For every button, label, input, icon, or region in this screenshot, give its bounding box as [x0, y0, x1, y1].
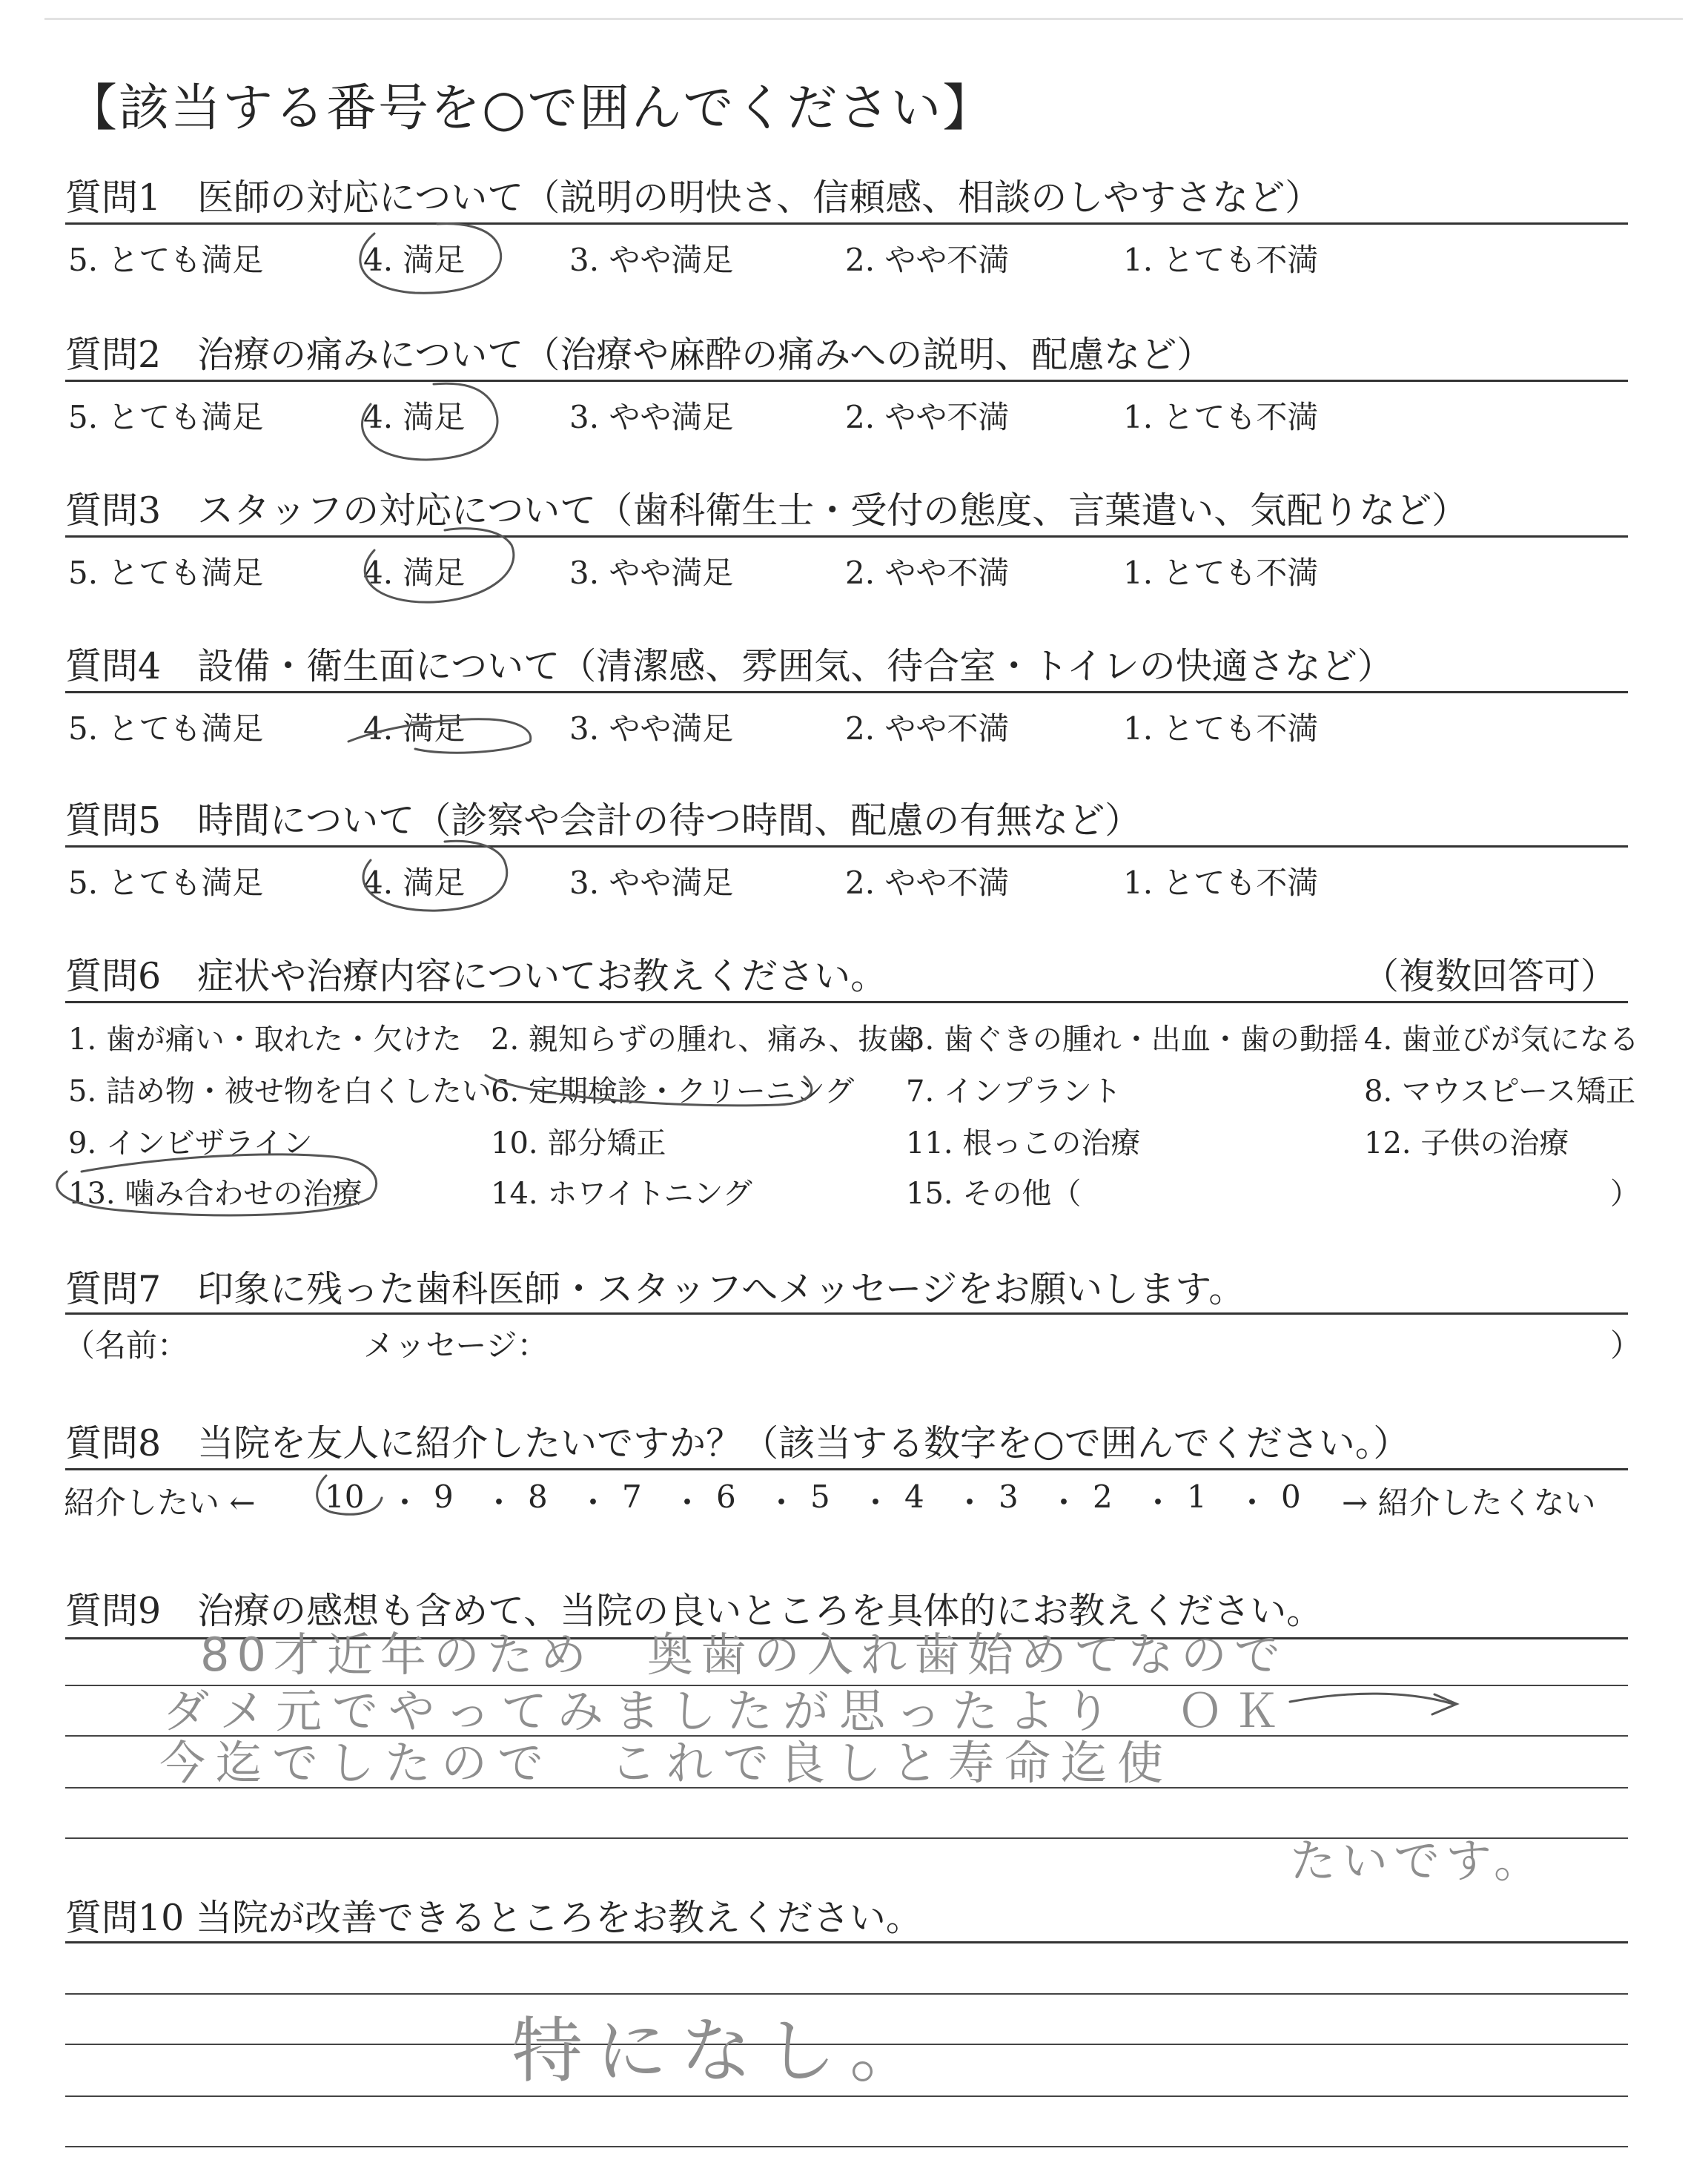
q1-selection-circle [360, 224, 501, 294]
q2-option-2[interactable]: 2. やや不満 [845, 399, 1010, 435]
q3-option-1[interactable]: 1. とても不満 [1123, 555, 1319, 591]
q8-separator: ・ [483, 1484, 515, 1521]
q8-score-5[interactable]: 5 [810, 1479, 830, 1515]
q8-separator: ・ [766, 1484, 798, 1521]
q6-item-5[interactable]: 5. 詰め物・被せ物を白くしたい [68, 1074, 491, 1109]
question-5-title: 質問5 時間について（診察や会計の待つ時間、配慮の有無など） [65, 799, 1142, 842]
q8-separator: ・ [1142, 1484, 1174, 1521]
q6-item-10[interactable]: 10. 部分矯正 [491, 1126, 666, 1160]
q8-separator: ・ [577, 1484, 609, 1521]
q5-option-1[interactable]: 1. とても不満 [1123, 865, 1319, 901]
q2-option-5[interactable]: 5. とても満足 [68, 399, 264, 435]
question-10-title: 質問10 当院が改善できるところをお教えください。 [65, 1897, 922, 1939]
q5-option-4[interactable]: 4. 満足 [363, 865, 466, 901]
question-2-title: 質問2 治療の痛みについて（治療や麻酔の痛みへの説明、配慮など） [65, 334, 1214, 376]
q8-separator: ・ [860, 1484, 892, 1521]
q9-handwritten-line-2: ダメ元でやってみましたが思ったより ＯＫ [163, 1684, 1291, 1738]
q8-score-8[interactable]: 8 [528, 1479, 548, 1515]
q6-other-close: ） [1610, 1177, 1640, 1211]
q7-close: ） [1610, 1327, 1642, 1364]
q6-item-6[interactable]: 6. 定期検診・クリーニング [491, 1074, 855, 1109]
question-7-title: 質問7 印象に残った歯科医師・スタッフへメッセージをお願いします。 [65, 1268, 1245, 1310]
q9-arrow [1290, 1694, 1457, 1714]
q6-item-15[interactable]: 15. その他（ [906, 1177, 1082, 1211]
q6-item-13-selection-circle [57, 1155, 377, 1215]
q6-item-7[interactable]: 7. インプラント [906, 1074, 1122, 1109]
q8-score-0[interactable]: 0 [1281, 1479, 1301, 1515]
q4-option-5[interactable]: 5. とても満足 [68, 710, 264, 747]
q8-left-label: 紹介したい ← [64, 1484, 256, 1521]
q8-right-label: → 紹介したくない [1342, 1484, 1596, 1521]
q6-item-11[interactable]: 11. 根っこの治療 [906, 1126, 1141, 1160]
q1-option-4[interactable]: 4. 満足 [363, 242, 466, 278]
q5-option-3[interactable]: 3. やや満足 [569, 865, 734, 901]
q5-selection-circle [363, 841, 507, 911]
question-6-note: （複数回答可） [1363, 955, 1618, 997]
q2-option-4[interactable]: 4. 満足 [363, 399, 466, 435]
q5-option-2[interactable]: 2. やや不満 [845, 865, 1010, 901]
question-9-title: 質問9 治療の感想も含めて、当院の良いところを具体的にお教えください。 [65, 1590, 1323, 1632]
q8-score-6[interactable]: 6 [716, 1479, 736, 1515]
question-8-title: 質問8 当院を友人に紹介したいですか？（該当する数字を○で囲んでください。） [65, 1422, 1410, 1464]
q6-item-9[interactable]: 9. インビザライン [68, 1126, 313, 1160]
q6-item-12[interactable]: 12. 子供の治療 [1364, 1126, 1569, 1160]
q8-separator: ・ [954, 1484, 986, 1521]
q1-option-2[interactable]: 2. やや不満 [845, 242, 1010, 278]
q8-separator: ・ [1237, 1484, 1268, 1521]
q4-option-2[interactable]: 2. やや不満 [845, 710, 1010, 747]
q9-handwritten-line-3: 今迄でしたので これで良しと寿命迄使 [159, 1736, 1174, 1790]
q6-item-6-selection-circle [486, 1075, 812, 1106]
q5-option-5[interactable]: 5. とても満足 [68, 865, 264, 901]
q8-score-4[interactable]: 4 [904, 1479, 924, 1515]
q8-separator: ・ [1048, 1484, 1080, 1521]
q3-selection-circle [365, 529, 514, 602]
q7-message-label: メッセージ： [363, 1327, 549, 1364]
q2-option-3[interactable]: 3. やや満足 [569, 399, 734, 435]
q3-option-3[interactable]: 3. やや満足 [569, 555, 734, 591]
q3-option-5[interactable]: 5. とても満足 [68, 555, 264, 591]
q3-option-4[interactable]: 4. 満足 [363, 555, 466, 591]
q7-name-label: （名前： [64, 1327, 189, 1364]
q6-item-1[interactable]: 1. 歯が痛い・取れた・欠けた [68, 1023, 462, 1057]
q6-item-14[interactable]: 14. ホワイトニング [491, 1177, 752, 1211]
q4-option-4[interactable]: 4. 満足 [363, 710, 466, 747]
q6-item-8[interactable]: 8. マウスピース矯正 [1364, 1074, 1636, 1109]
q1-option-1[interactable]: 1. とても不満 [1123, 242, 1319, 278]
q2-option-1[interactable]: 1. とても不満 [1123, 399, 1319, 435]
q8-score-7[interactable]: 7 [622, 1479, 642, 1515]
q9-handwritten-line-4: たいです。 [1290, 1834, 1546, 1888]
q9-handwritten-line-1: 80才近年のため 奥歯の入れ歯始めてなので [200, 1628, 1288, 1682]
q2-selection-circle [363, 383, 497, 460]
q6-item-2[interactable]: 2. 親知らずの腫れ、痛み、抜歯 [491, 1023, 918, 1057]
q1-option-5[interactable]: 5. とても満足 [68, 242, 264, 278]
q8-score-10[interactable]: 10 [325, 1479, 365, 1515]
question-3-title: 質問3 スタッフの対応について（歯科衛生士・受付の態度、言葉遣い、気配りなど） [65, 489, 1469, 532]
q4-selection-circle [348, 719, 531, 753]
q8-separator: ・ [672, 1484, 704, 1521]
q4-option-3[interactable]: 3. やや満足 [569, 710, 734, 747]
question-1-title: 質問1 医師の対応について（説明の明快さ、信頼感、相談のしやすさなど） [65, 176, 1322, 219]
q8-score-9[interactable]: 9 [434, 1479, 454, 1515]
q8-score-3[interactable]: 3 [999, 1479, 1019, 1515]
question-4-title: 質問4 設備・衛生面について（清潔感、雰囲気、待合室・トイレの快適さなど） [65, 645, 1394, 687]
form-heading: 【該当する番号を○で囲んでください】 [67, 79, 995, 138]
q8-score-1[interactable]: 1 [1187, 1479, 1207, 1515]
q6-item-4[interactable]: 4. 歯並びが気になる [1364, 1023, 1639, 1057]
q8-separator: ・ [389, 1484, 421, 1521]
q4-option-1[interactable]: 1. とても不満 [1123, 710, 1319, 747]
question-6-title: 質問6 症状や治療内容についてお教えください。 [65, 955, 887, 997]
q1-option-3[interactable]: 3. やや満足 [569, 242, 734, 278]
q8-score-10-selection-circle [317, 1476, 382, 1514]
q6-item-13[interactable]: 13. 噛み合わせの治療 [68, 1177, 363, 1211]
q6-item-3[interactable]: 3. 歯ぐきの腫れ・出血・歯の動揺 [906, 1023, 1359, 1057]
q10-handwritten-answer: 特になし。 [512, 2009, 934, 2093]
q8-score-2[interactable]: 2 [1093, 1479, 1113, 1515]
q3-option-2[interactable]: 2. やや不満 [845, 555, 1010, 591]
